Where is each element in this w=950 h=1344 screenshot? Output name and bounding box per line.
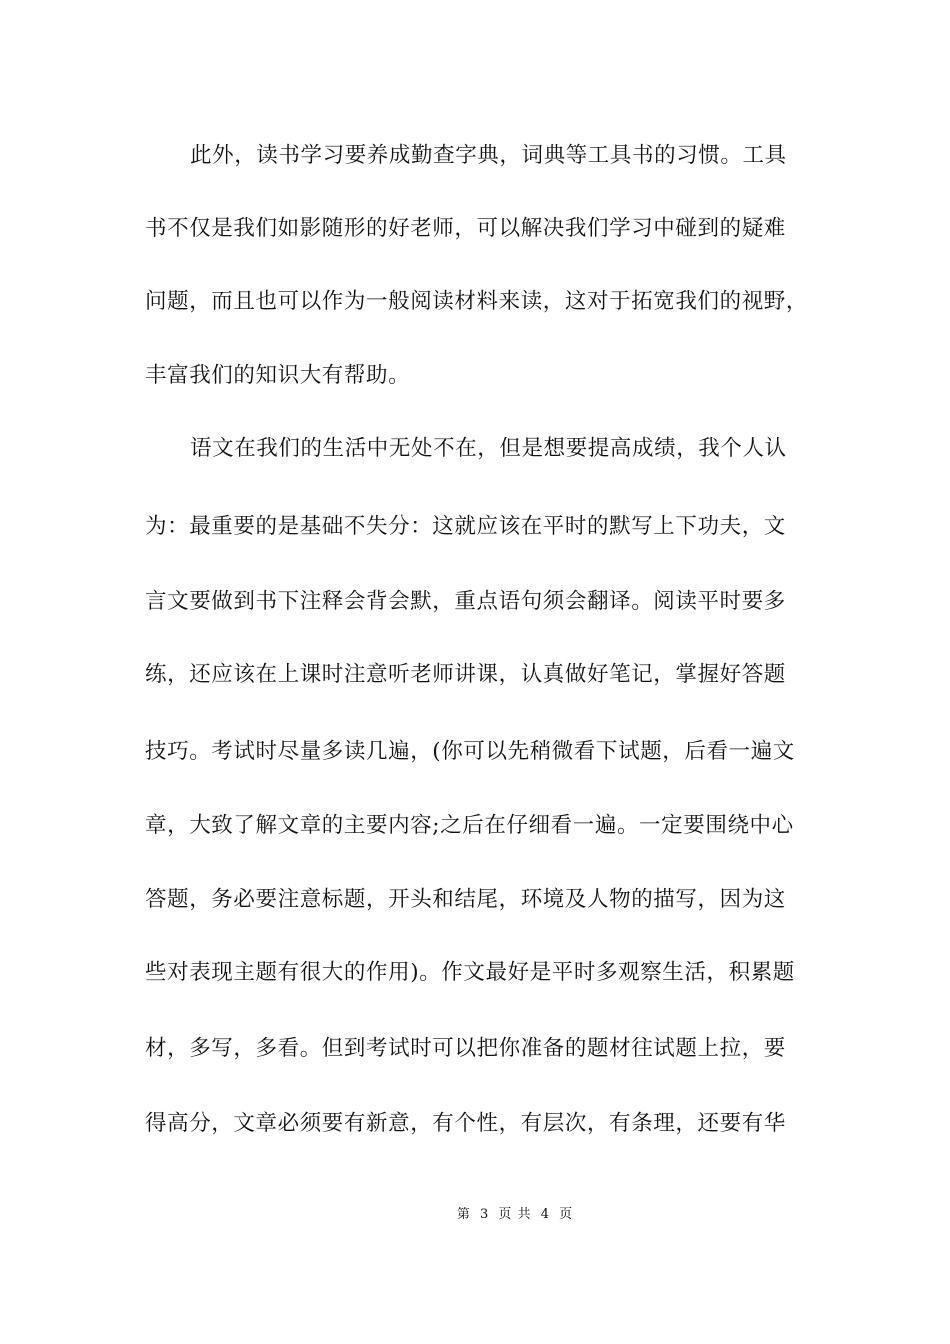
footer-middle: 页 共	[498, 1207, 532, 1222]
paragraph-1-line-2: 书不仅是我们如影随形的好老师，可以解决我们学习中碰到的疑难	[145, 216, 786, 241]
paragraph-2-line-1: 语文在我们的生活中无处不在，但是想要提高成绩，我个人认	[190, 436, 787, 461]
paragraph-2-line-10: 得高分，文章必须要有新意，有个性，有层次，有条理，还要有华	[145, 1111, 786, 1136]
footer-prefix: 第	[456, 1207, 471, 1222]
paragraph-2-line-8: 些对表现主题有很大的作用)。作文最好是平时多观察生活，积累题	[145, 960, 795, 985]
paragraph-2-line-7: 答题，务必要注意标题，开头和结尾，环境及人物的描写，因为这	[145, 887, 786, 912]
footer-current-page: 3	[480, 1207, 490, 1222]
paragraph-2-line-6: 章，大致了解文章的主要内容;之后在仔细看一遍。一定要围绕中心	[145, 813, 794, 838]
footer-suffix: 页	[559, 1207, 574, 1222]
footer-total-pages: 4	[540, 1207, 550, 1222]
paragraph-2-line-3: 言文要做到书下注释会背会默，重点语句须会翻译。阅读平时要多	[145, 589, 786, 614]
paragraph-2-line-4: 练，还应该在上课时注意听老师讲课，认真做好笔记，掌握好答题	[145, 662, 786, 687]
paragraph-1-line-4: 丰富我们的知识大有帮助。	[145, 363, 411, 388]
paragraph-2-line-2: 为：最重要的是基础不失分：这就应该在平时的默写上下功夫，文	[145, 514, 786, 539]
paragraph-2-line-5: 技巧。考试时尽量多读几遍，(你可以先稍微看下试题，后看一遍文	[145, 739, 795, 764]
page-number-footer	[0, 1207, 950, 1223]
paragraph-1-line-3: 问题，而且也可以作为一般阅读材料来读，这对于拓宽我们的视野，	[145, 289, 809, 314]
paragraph-1-line-1: 此外，读书学习要养成勤查字典，词典等工具书的习惯。工具	[190, 143, 787, 168]
paragraph-2-line-9: 材，多写，多看。但到考试时可以把你准备的题材往试题上拉，要	[145, 1036, 786, 1061]
